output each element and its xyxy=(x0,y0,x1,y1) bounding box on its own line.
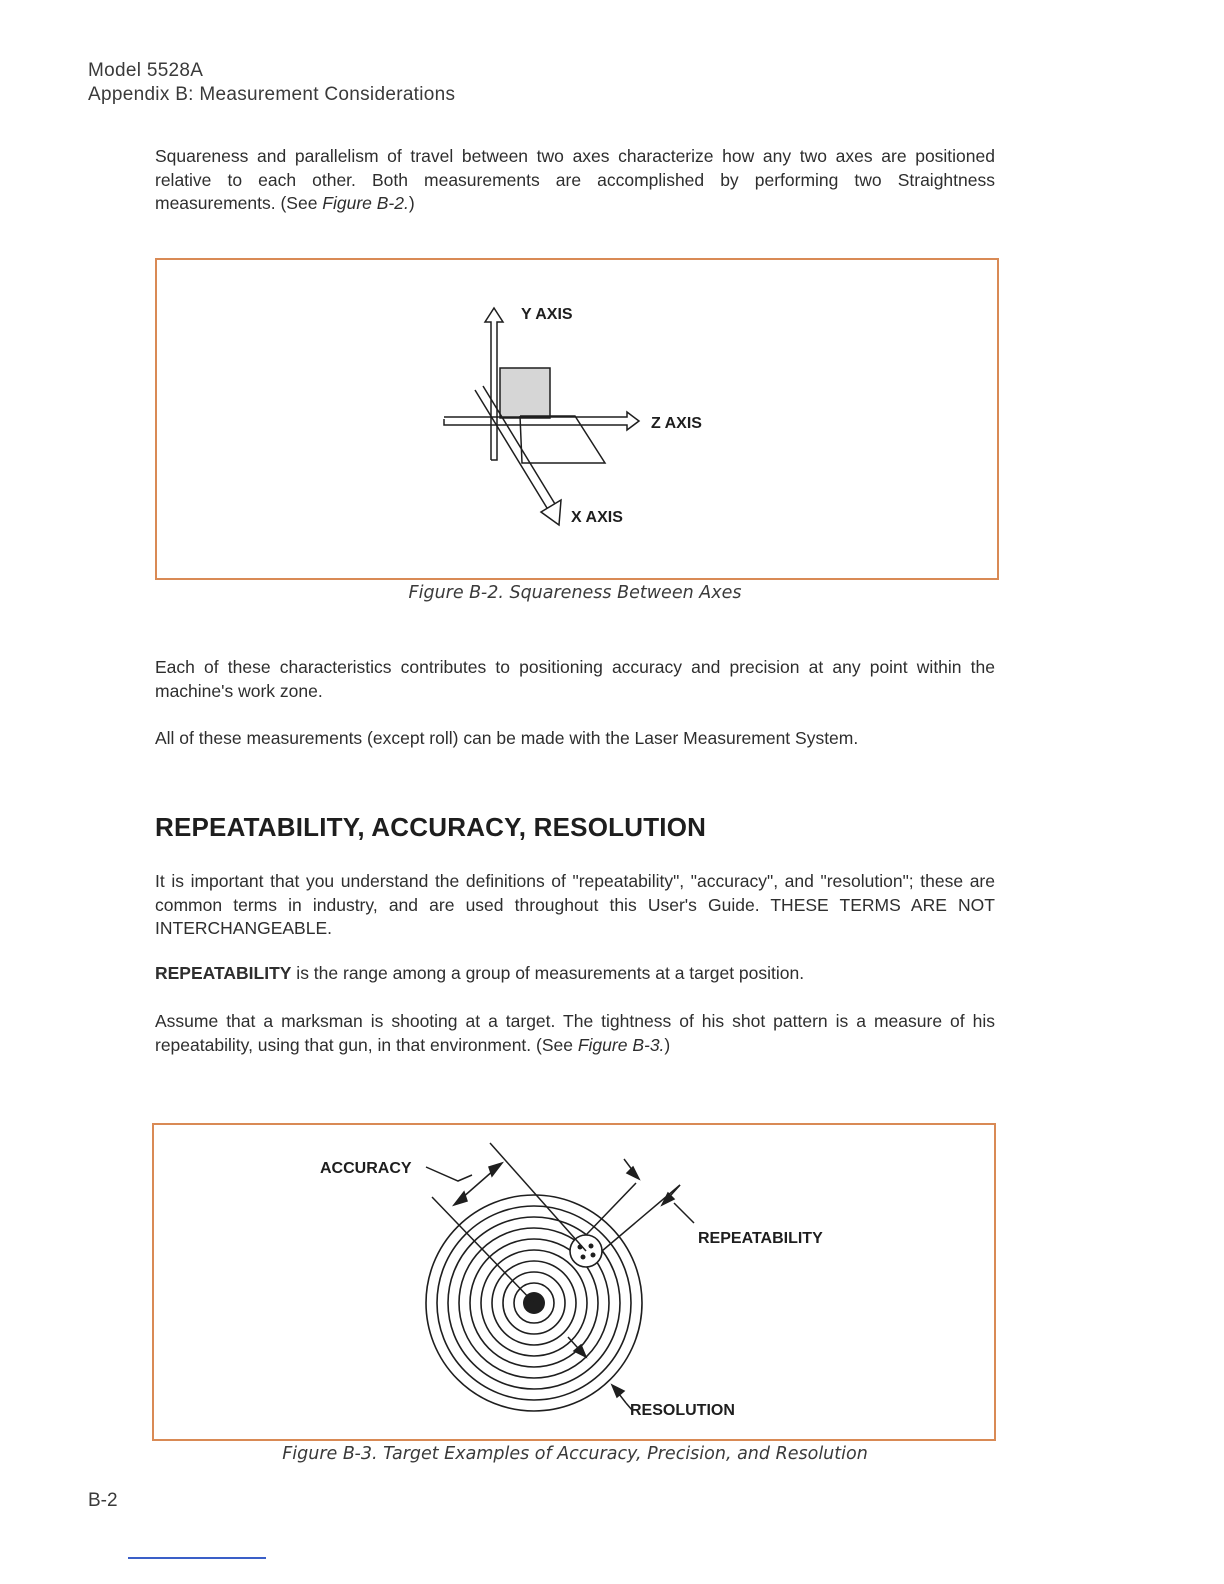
repeatability-definition-text: is the range among a group of measurements at a target position. xyxy=(291,963,805,983)
paragraph-laser-system: All of these measurements (except roll) can be made with the Laser Measurement System. xyxy=(155,728,859,748)
accuracy-label: ACCURACY xyxy=(320,1160,412,1177)
paragraph-definitions: It is important that you understand the definitions of "repeatability", "accuracy", and "resolution"; these are common terms in industry, and are used throughout this User's Guide. THESE TERMS ARE NOT INTERCHANGEABLE. xyxy=(155,871,995,938)
figure-b2-frame xyxy=(155,258,999,580)
paragraph-squareness-end: ) xyxy=(408,193,415,213)
page-number: B-2 xyxy=(88,1490,118,1511)
paragraph-squareness-text: Squareness and parallelism of travel between two axes characterize how any two axes are positioned relative to each other. Both measurements are accomplished by performing two Straightness measurements. (See xyxy=(155,146,995,213)
repeatability-term: REPEATABILITY xyxy=(155,963,292,983)
figure-b2-diagram xyxy=(157,260,997,578)
figure-reference-b2: Figure B-2. xyxy=(322,193,409,213)
paragraph-marksman-end: ) xyxy=(664,1034,671,1055)
resolution-label: RESOLUTION xyxy=(630,1402,735,1419)
figure-b3-frame xyxy=(152,1123,996,1441)
floor-plane-outline xyxy=(520,416,605,463)
figure-b3-caption: Figure B-3. Target Examples of Accuracy, Precision, and Resolution xyxy=(282,1444,868,1464)
section-title: REPEATABILITY, ACCURACY, RESOLUTION xyxy=(155,812,707,842)
accuracy-dimension xyxy=(426,1143,586,1303)
paragraph-squareness xyxy=(155,145,995,216)
figure-b3-diagram xyxy=(154,1125,994,1439)
header-appendix: Appendix B: Measurement Considerations xyxy=(88,84,456,105)
paragraph-repeatability-definition xyxy=(155,962,995,986)
z-axis-label: Z AXIS xyxy=(651,415,702,432)
paragraph-characteristics: Each of these characteristics contributes to positioning accuracy and precision at any point within the machine's work zone. xyxy=(155,657,995,701)
repeatability-label: REPEATABILITY xyxy=(698,1230,823,1247)
figure-reference-b3: Figure B-3. xyxy=(577,1034,665,1055)
footer-rule xyxy=(128,1557,266,1559)
y-axis-label: Y AXIS xyxy=(521,306,573,323)
x-axis-label: X AXIS xyxy=(571,509,623,526)
figure-b2-caption: Figure B-2. Squareness Between Axes xyxy=(408,583,742,603)
paragraph-marksman-text: Assume that a marksman is shooting at a target. The tightness of his shot pattern is a measure of his repeatability, using that gun, in that environment. (See xyxy=(155,1011,995,1055)
repeatability-dimension xyxy=(586,1159,694,1251)
header-model: Model 5528A xyxy=(88,60,204,81)
paragraph-marksman xyxy=(155,1010,995,1057)
squareness-shaded-plane xyxy=(500,368,550,418)
